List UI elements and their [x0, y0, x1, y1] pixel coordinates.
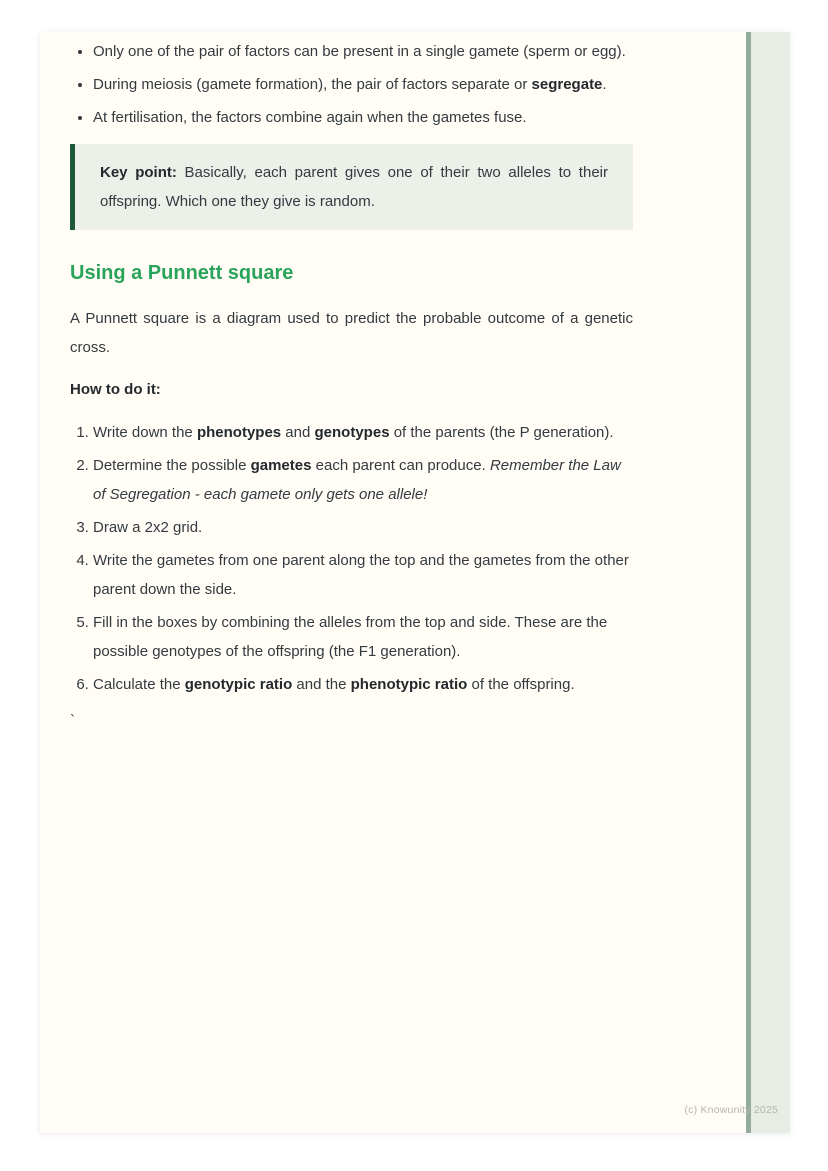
text-segment: each parent can produce. [311, 457, 490, 474]
text-segment: and [281, 424, 315, 441]
italic-text-segment: Remember the Law of Segregation - each gamete only gets one allele! [93, 457, 621, 503]
bold-text-segment: genotypes [314, 424, 390, 441]
step-item [93, 451, 633, 509]
copyright-footer: (c) Knowunity 2025 [684, 1104, 778, 1116]
keypoint-text [100, 158, 608, 216]
text-segment: Calculate the [93, 676, 185, 693]
step-item [93, 418, 633, 447]
section-heading: Using a Punnett square [70, 262, 294, 284]
intro-paragraph: A Punnett square is a diagram used to predict the probable outcome of a genetic cross. [70, 310, 633, 356]
step-item [93, 546, 633, 604]
text-segment: Determine the possible [93, 457, 251, 474]
page-edge-strip [746, 32, 790, 1133]
keypoint-label: Key point: [100, 164, 177, 181]
bold-text-segment: segregate [531, 76, 603, 93]
stray-character: ` [70, 712, 75, 729]
text-segment: Basically, each parent gives one of their two alleles to their offspring. Which one they give is random. [100, 164, 608, 210]
bold-text-segment: phenotypes [196, 424, 282, 441]
list-item [93, 71, 633, 99]
bold-text-segment: phenotypic ratio [350, 676, 468, 693]
document-page [40, 32, 790, 1133]
text-segment: Draw a 2x2 grid. [93, 519, 203, 536]
steps-list [70, 418, 633, 699]
text-segment: Write down the [93, 424, 197, 441]
list-item [93, 38, 633, 66]
keypoint-callout [70, 144, 633, 230]
step-item [93, 670, 633, 699]
text-segment: . [602, 76, 607, 93]
bullet-list [70, 38, 633, 132]
step-item [93, 608, 633, 666]
text-segment: Fill in the boxes by combining the alleles from the top and side. These are the possible genotypes of the offspring (the F1 generation). [93, 614, 608, 660]
step-item [93, 513, 633, 542]
steps-heading: How to do it: [70, 381, 161, 398]
text-segment: Only one of the pair of factors can be present in a single gamete (sperm or egg). [93, 43, 626, 60]
text-segment: During meiosis (gamete formation), the pair of factors separate or [93, 76, 532, 93]
list-item [93, 104, 633, 132]
text-segment: of the parents (the P generation). [389, 424, 614, 441]
text-segment: At fertilisation, the factors combine again when the gametes fuse. [93, 109, 527, 126]
bold-text-segment: genotypic ratio [184, 676, 293, 693]
page-content [40, 32, 633, 735]
bold-text-segment: gametes [250, 457, 312, 474]
text-segment: Write the gametes from one parent along the top and the gametes from the other parent down the side. [93, 552, 629, 598]
text-segment: and the [292, 676, 351, 693]
text-segment: of the offspring. [467, 676, 575, 693]
